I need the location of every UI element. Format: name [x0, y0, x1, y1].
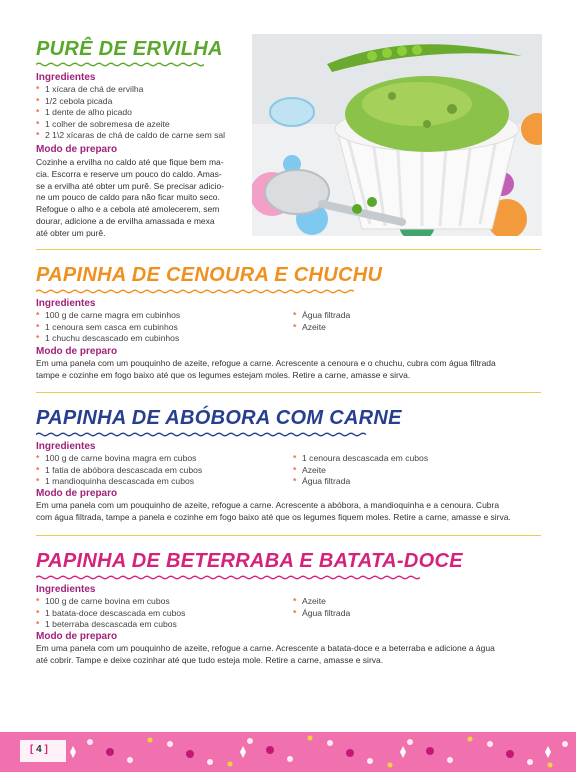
ingredient-item: * Água filtrada [293, 608, 350, 620]
ingredient-item: * 1 colher de sobremesa de azeite [36, 119, 225, 131]
ingredient-item: * 1/2 cebola picada [36, 96, 225, 108]
ingredient-item: * 1 batata-doce descascada em cubos [36, 608, 185, 620]
decorative-footer-band [0, 732, 576, 772]
bracket-left: [ [30, 744, 37, 755]
method-line: se a ervilha até obter um purê. Se precisar adicio- [36, 180, 225, 191]
page-number [30, 744, 48, 755]
method-line: tampe e cozinhe em fogo baixo até que os legumes estejam moles. Retire a carne, amasse e sirva. [36, 369, 411, 380]
method-line: dourar, adicione a de ervilha amassada e mexa [36, 215, 215, 226]
recipe-title: PAPINHA DE CENOURA E CHUCHU [36, 264, 383, 286]
ingredients-heading: Ingredientes [36, 441, 96, 452]
ingredient-item: * Azeite [293, 322, 350, 334]
ingredients-list-right [293, 453, 428, 488]
title-underline [36, 62, 204, 67]
ingredient-item: * 1 dente de alho picado [36, 107, 225, 119]
method-line: cia. Escorra e reserve um pouco do caldo. Amas- [36, 168, 222, 179]
ingredient-item: * 1 fatia de abóbora descascada em cubos [36, 465, 202, 477]
ingredient-item: * 1 cenoura descascada em cubos [293, 453, 428, 465]
method-line: até cobrir. Tampe e deixe cozinhar até que tudo esteja mole. Retire a carne, amasse e sirva. [36, 654, 384, 665]
bracket-right: ] [41, 744, 48, 755]
ingredient-item: * 1 cenoura sem casca em cubinhos [36, 322, 180, 334]
ingredient-item: * 1 chuchu descascado em cubinhos [36, 333, 180, 345]
title-underline [36, 289, 354, 294]
method-text [36, 643, 548, 667]
method-text [36, 358, 546, 382]
method-line: Em uma panela com um pouquinho de azeite, refogue a carne. Acrescente a cenoura e o chuchu, cubra com água filtrada [36, 358, 496, 368]
method-line: ne um pouco de caldo para não ficar muito seco. [36, 192, 220, 203]
recipe-title: PAPINHA DE BETERRABA E BATATA-DOCE [36, 550, 463, 572]
method-line: até obter um purê. [36, 227, 106, 238]
ingredients-list-right [293, 310, 350, 333]
ingredient-item: * 1 xícara de chá de ervilha [36, 84, 225, 96]
ingredients-list-left [36, 596, 185, 631]
ingredient-item: * 100 g de carne bovina magra em cubos [36, 453, 202, 465]
pea-puree-photo [252, 34, 542, 236]
ingredient-item: * Azeite [293, 596, 350, 608]
method-text [36, 500, 548, 524]
method-line: com água filtrada, tampe a panela e cozinhe em fogo baixo até que os legumes fiquem moles. Retire a carne, amasse e sirva. [36, 511, 511, 522]
title-underline [36, 432, 370, 437]
ingredients-list-left [36, 310, 180, 345]
ingredient-item: * 1 mandioquinha descascada em cubos [36, 476, 202, 488]
ingredient-item: * 2 1\2 xícaras de chá de caldo de carne sem sal [36, 130, 225, 142]
ingredient-item: * 1 beterraba descascada em cubos [36, 619, 185, 631]
ingredients-heading: Ingredientes [36, 584, 96, 595]
method-heading: Modo de preparo [36, 346, 118, 357]
title-underline [36, 575, 420, 580]
method-heading: Modo de preparo [36, 631, 118, 642]
ingredient-item: * Água filtrada [293, 310, 350, 322]
method-line: Refogue o alho e a cebola até amolecerem, sem [36, 204, 220, 215]
ingredients-list-right [293, 596, 350, 619]
ingredient-item: * 100 g de carne bovina em cubos [36, 596, 185, 608]
ingredient-item: * Azeite [293, 465, 428, 477]
method-text [36, 157, 246, 240]
recipe-title: PAPINHA DE ABÓBORA COM CARNE [36, 407, 402, 429]
method-heading: Modo de preparo [36, 144, 118, 155]
method-line: Cozinhe a ervilha no caldo até que fique bem ma- [36, 157, 224, 167]
method-heading: Modo de preparo [36, 488, 118, 499]
ingredients-list [36, 84, 225, 142]
section-divider [36, 392, 541, 393]
section-divider [36, 249, 541, 250]
ingredients-heading: Ingredientes [36, 298, 96, 309]
ingredient-item: * Água filtrada [293, 476, 428, 488]
ingredients-list-left [36, 453, 202, 488]
method-line: Em uma panela com um pouquinho de azeite, refogue a carne. Acrescente a batata-doce e a beterraba e adicione a água [36, 643, 495, 653]
recipe-title: PURÊ DE ERVILHA [36, 38, 223, 60]
method-line: Em uma panela com um pouquinho de azeite, refogue a carne. Acrescente a abóbora, a mandioquinha e a cenoura. Cubra [36, 500, 500, 510]
ingredients-heading: Ingredientes [36, 72, 96, 83]
ingredient-item: * 100 g de carne magra em cubinhos [36, 310, 180, 322]
page-number-value: 4 [36, 744, 42, 755]
section-divider [36, 535, 541, 536]
